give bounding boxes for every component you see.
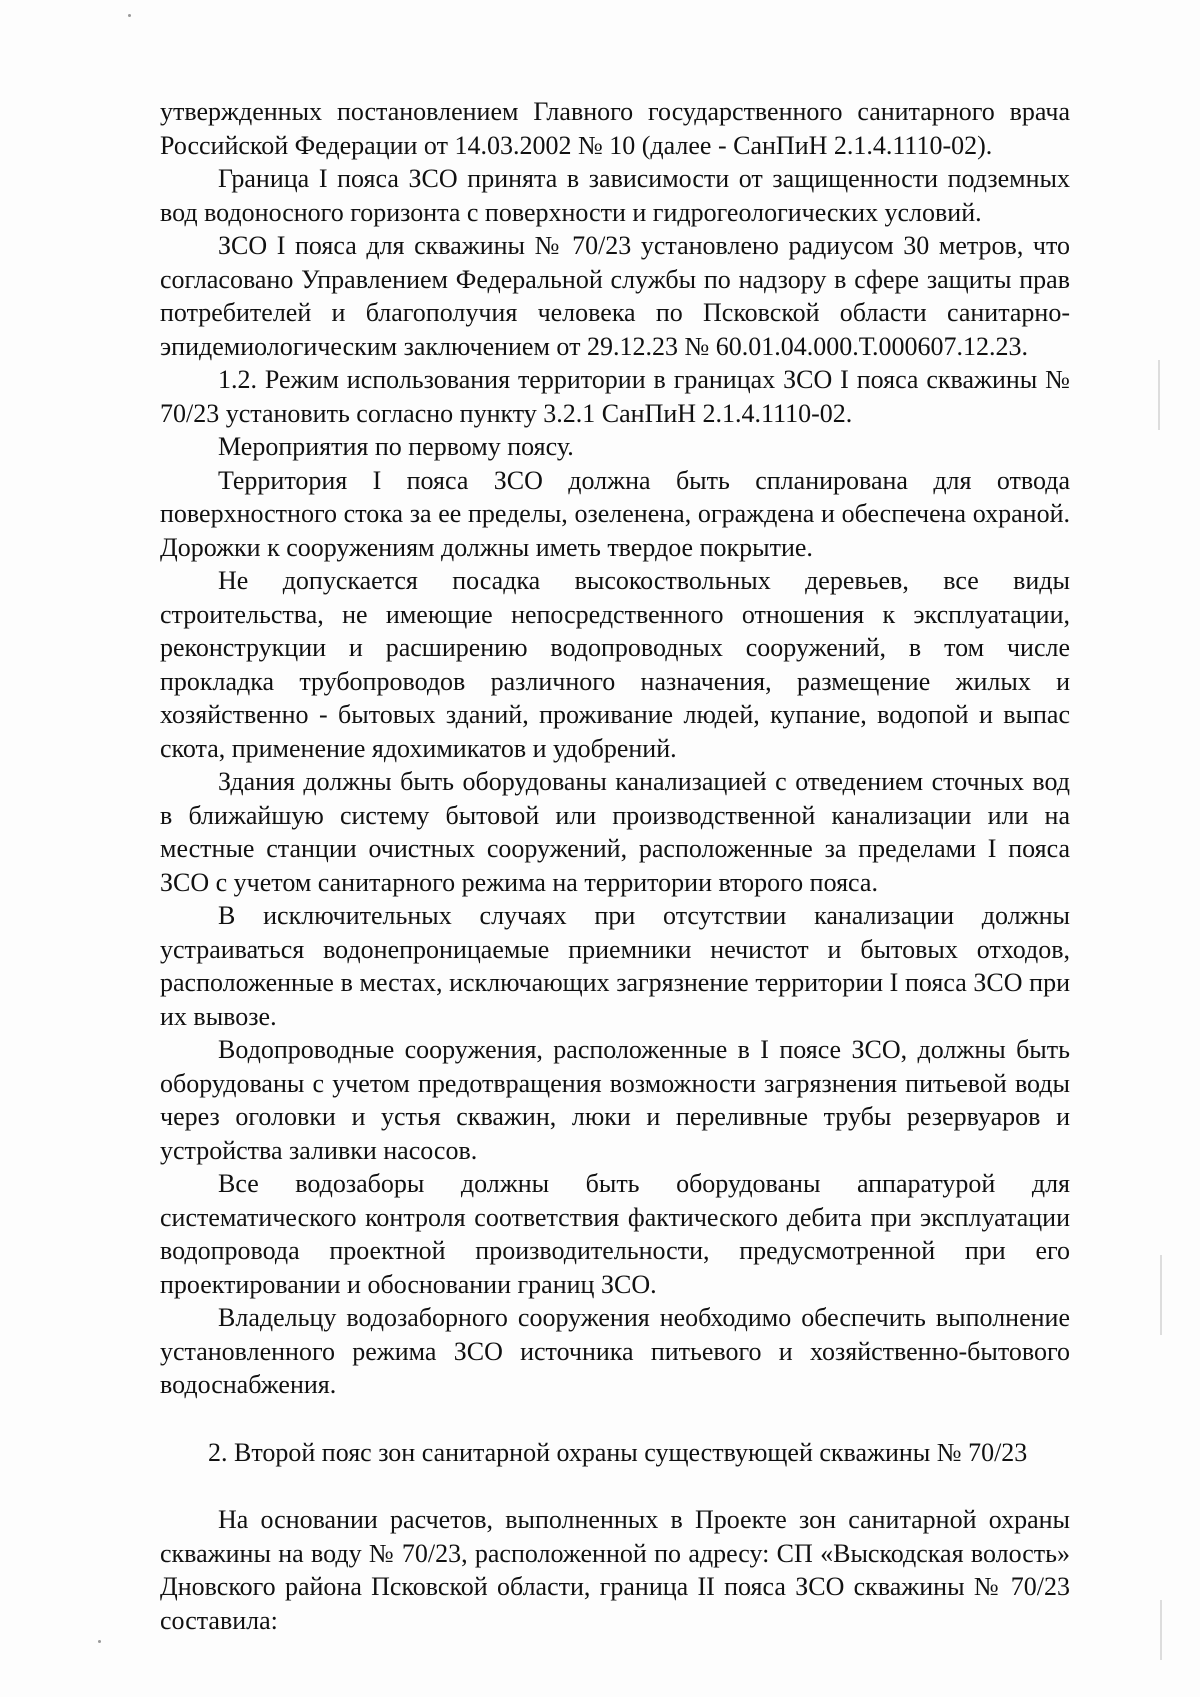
paragraph: Владельцу водозаборного сооружения необходимо обеспечить выполнение установленного режима ЗСО источника питьевого и хозяйственно-бытового водоснабжения. xyxy=(160,1303,1070,1399)
paragraph: Не допускается посадка высокоствольных деревьев, все виды строительства, не имеющие непосредственного отношения к эксплуатации, реконструкции и расширению водопроводных сооружений, в том числе прокладка трубопроводов различного назначения, размещение жилых и хозяйственно - бытовых зданий, проживание людей, купание, водопой и выпас скота, применение ядохимикатов и удобрений. xyxy=(160,566,1070,763)
paragraph: Территория I пояса ЗСО должна быть спланирована для отвода поверхностного стока за ее пределы, озеленена, ограждена и обеспечена охраной. Дорожки к сооружениям должны иметь твердое покрытие. xyxy=(160,465,1070,562)
paragraph-continuation: утвержденных постановлением Главного государственного санитарного врача Российской Федерации от 14.03.2002 № 10 (далее - СанПиН 2.1.4.1110-02). xyxy=(160,97,1070,160)
scan-edge-mark xyxy=(1160,1600,1162,1660)
scan-speck xyxy=(98,1640,101,1643)
scan-speck xyxy=(128,14,131,17)
scan-edge-mark xyxy=(1160,1255,1162,1335)
section-heading: 2. Второй пояс зон санитарной охраны существующей скважины № 70/23 xyxy=(208,1437,1028,1467)
paragraph: На основании расчетов, выполненных в Проекте зон санитарной охраны скважины на воду № 70/23, расположенной по адресу: СП «Выскодская волость» Дновского района Псковской области, граница II пояса ЗСО скважины № 70/23 составила: xyxy=(160,1505,1070,1635)
paragraph: В исключительных случаях при отсутствии канализации должны устраиваться водонепроницаемые приемники нечистот и бытовых отходов, расположенные в местах, исключающих загрязнение территории I пояса ЗСО при их вывозе. xyxy=(160,901,1070,1031)
paragraph: Граница I пояса ЗСО принята в зависимости от защищенности подземных вод водоносного горизонта с поверхности и гидрогеологических условий. xyxy=(160,164,1070,227)
paragraph: 1.2. Режим использования территории в границах ЗСО I пояса скважины № 70/23 установить согласно пункту 3.2.1 СанПиН 2.1.4.1110-02. xyxy=(160,365,1070,428)
scan-edge-mark xyxy=(1158,360,1160,430)
paragraph: Мероприятия по первому поясу. xyxy=(218,432,574,461)
paragraph: Здания должны быть оборудованы канализацией с отведением сточных вод в ближайшую систему бытовой или производственной канализации или на местные станции очистных сооружений, расположенные за пределами I пояса ЗСО с учетом санитарного режима на территории второго пояса. xyxy=(160,767,1070,897)
document-body xyxy=(160,95,1070,1637)
paragraph: Водопроводные сооружения, расположенные в I поясе ЗСО, должны быть оборудованы с учетом предотвращения возможности загрязнения питьевой воды через оголовки и устья скважин, люки и переливные трубы резервуаров и устройства заливки насосов. xyxy=(160,1035,1070,1165)
paragraph: Все водозаборы должны быть оборудованы аппаратурой для систематического контроля соответствия фактического дебита при эксплуатации водопровода проектной производительности, предусмотренной при его проектировании и обосновании границ ЗСО. xyxy=(160,1169,1070,1299)
paragraph: ЗСО I пояса для скважины № 70/23 установлено радиусом 30 метров, что согласовано Управлением Федеральной службы по надзору в сфере защиты прав потребителей и благополучия человека по Псковской области санитарно-эпидемиологическим заключением от 29.12.23 № 60.01.04.000.Т.000607.12.23. xyxy=(160,231,1070,361)
